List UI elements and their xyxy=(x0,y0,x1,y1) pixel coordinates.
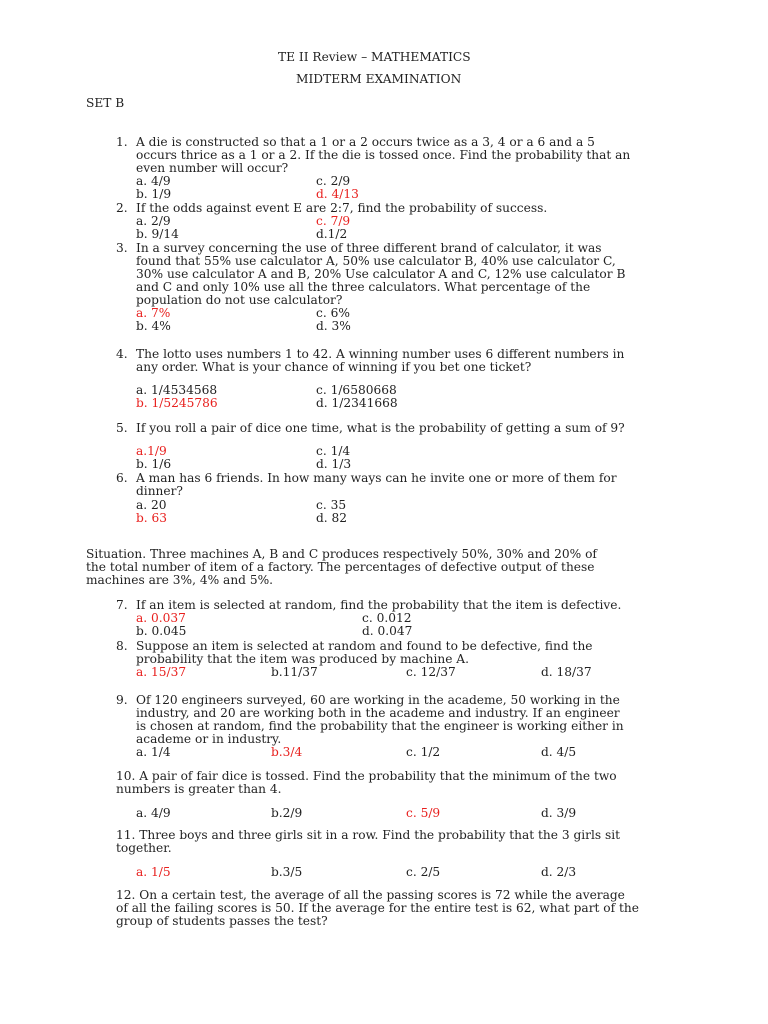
set-label: SET B xyxy=(86,96,125,110)
situation-text: the total number of item of a factory. The percentages of defective output of these xyxy=(86,560,595,574)
question-text: and C and only 10% use all the three calculators. What percentage of the xyxy=(136,280,591,294)
question-text: probability that the item was produced by machine A. xyxy=(136,652,469,666)
question-text: dinner? xyxy=(136,484,183,498)
answer-choice: b. 9/14 xyxy=(136,227,179,241)
answer-choice: a. 4/9 xyxy=(136,174,171,188)
question-text: occurs thrice as a 1 or a 2. If the die is tossed once. Find the probability that an xyxy=(136,148,631,162)
answer-choice: b.3/4 xyxy=(271,745,303,759)
answer-choice: c. 2/9 xyxy=(316,174,351,188)
answer-choice: c. 0.012 xyxy=(362,611,412,625)
question-number: 1. xyxy=(116,135,128,149)
answer-choice: c. 1/2 xyxy=(406,745,441,759)
question-number: 6. xyxy=(116,471,128,485)
answer-choice: d. 1/2341668 xyxy=(316,396,398,410)
answer-choice: a.1/9 xyxy=(136,444,167,458)
answer-choice: b.11/37 xyxy=(271,665,318,679)
answer-choice: d. 3% xyxy=(316,319,351,333)
question-text: 10. A pair of fair dice is tossed. Find the probability that the minimum of the two xyxy=(116,769,617,783)
question-text: any order. What is your chance of winning if you bet one ticket? xyxy=(136,360,532,374)
question-number: 7. xyxy=(116,598,128,612)
answer-choice: b. 1/5245786 xyxy=(136,396,218,410)
answer-choice: c. 1/4 xyxy=(316,444,351,458)
document-title: TE II Review – MATHEMATICS xyxy=(278,50,471,64)
answer-choice: b.3/5 xyxy=(271,865,303,879)
question-text: A die is constructed so that a 1 or a 2 occurs twice as a 3, 4 or a 6 and a 5 xyxy=(136,135,595,149)
situation-text: Situation. Three machines A, B and C produces respectively 50%, 30% and 20% of xyxy=(86,547,597,561)
question-text: Suppose an item is selected at random and found to be defective, find the xyxy=(136,639,593,653)
question-number: 4. xyxy=(116,347,128,361)
question-number: 3. xyxy=(116,241,128,255)
answer-choice: c. 6% xyxy=(316,306,350,320)
answer-choice: b.2/9 xyxy=(271,806,303,820)
question-text: population do not use calculator? xyxy=(136,293,343,307)
answer-choice: d. 1/3 xyxy=(316,457,352,471)
answer-choice: d. 3/9 xyxy=(541,806,577,820)
answer-choice: c. 12/37 xyxy=(406,665,456,679)
answer-choice: a. 4/9 xyxy=(136,806,171,820)
answer-choice: c. 35 xyxy=(316,498,347,512)
answer-choice: a. 1/4534568 xyxy=(136,383,218,397)
answer-choice: d. 4/13 xyxy=(316,187,359,201)
question-number: 9. xyxy=(116,693,128,707)
question-text: together. xyxy=(116,841,172,855)
answer-choice: a. 0.037 xyxy=(136,611,186,625)
answer-choice: c. 5/9 xyxy=(406,806,441,820)
answer-choice: b. 1/9 xyxy=(136,187,172,201)
answer-choice: d. 0.047 xyxy=(362,624,413,638)
answer-choice: a. 1/4 xyxy=(136,745,171,759)
answer-choice: d.1/2 xyxy=(316,227,348,241)
answer-choice: a. 15/37 xyxy=(136,665,187,679)
answer-choice: d. 82 xyxy=(316,511,348,525)
question-text: If you roll a pair of dice one time, what is the probability of getting a sum of 9? xyxy=(136,421,625,435)
answer-choice: c. 7/9 xyxy=(316,214,351,228)
question-text: of all the failing scores is 50. If the average for the entire test is 62, what part of the xyxy=(116,901,639,915)
answer-choice: d. 18/37 xyxy=(541,665,592,679)
answer-choice: a. 2/9 xyxy=(136,214,171,228)
question-text: academe or in industry. xyxy=(136,732,282,746)
answer-choice: c. 2/5 xyxy=(406,865,441,879)
situation-text: machines are 3%, 4% and 5%. xyxy=(86,573,274,587)
question-text: If an item is selected at random, find the probability that the item is defective. xyxy=(136,598,622,612)
question-text: found that 55% use calculator A, 50% use calculator B, 40% use calculator C, xyxy=(136,254,616,268)
answer-choice: d. 2/3 xyxy=(541,865,577,879)
question-text: 12. On a certain test, the average of all the passing scores is 72 while the average xyxy=(116,888,625,902)
answer-choice: b. 1/6 xyxy=(136,457,172,471)
question-text: numbers is greater than 4. xyxy=(116,782,282,796)
question-number: 5. xyxy=(116,421,128,435)
document-subtitle: MIDTERM EXAMINATION xyxy=(296,72,462,86)
question-text: Of 120 engineers surveyed, 60 are working in the academe, 50 working in the xyxy=(136,693,620,707)
answer-choice: a. 20 xyxy=(136,498,167,512)
question-text: even number will occur? xyxy=(136,161,289,175)
question-text: 30% use calculator A and B, 20% Use calculator A and C, 12% use calculator B xyxy=(136,267,626,281)
question-text: The lotto uses numbers 1 to 42. A winning number uses 6 different numbers in xyxy=(136,347,625,361)
question-text: industry, and 20 are working both in the academe and industry. If an engineer xyxy=(136,706,620,720)
question-number: 8. xyxy=(116,639,128,653)
question-text: A man has 6 friends. In how many ways can he invite one or more of them for xyxy=(136,471,617,485)
question-text: group of students passes the test? xyxy=(116,914,328,928)
answer-choice: d. 4/5 xyxy=(541,745,577,759)
question-text: If the odds against event E are 2:7, find the probability of success. xyxy=(136,201,548,215)
answer-choice: a. 1/5 xyxy=(136,865,171,879)
question-number: 2. xyxy=(116,201,128,215)
answer-choice: b. 63 xyxy=(136,511,168,525)
answer-choice: c. 1/6580668 xyxy=(316,383,397,397)
question-text: In a survey concerning the use of three different brand of calculator, it was xyxy=(136,241,602,255)
question-text: is chosen at random, find the probability that the engineer is working either in xyxy=(136,719,624,733)
question-text: 11. Three boys and three girls sit in a row. Find the probability that the 3 girls sit xyxy=(116,828,621,842)
answer-choice: b. 0.045 xyxy=(136,624,187,638)
answer-choice: a. 7% xyxy=(136,306,171,320)
answer-choice: b. 4% xyxy=(136,319,171,333)
